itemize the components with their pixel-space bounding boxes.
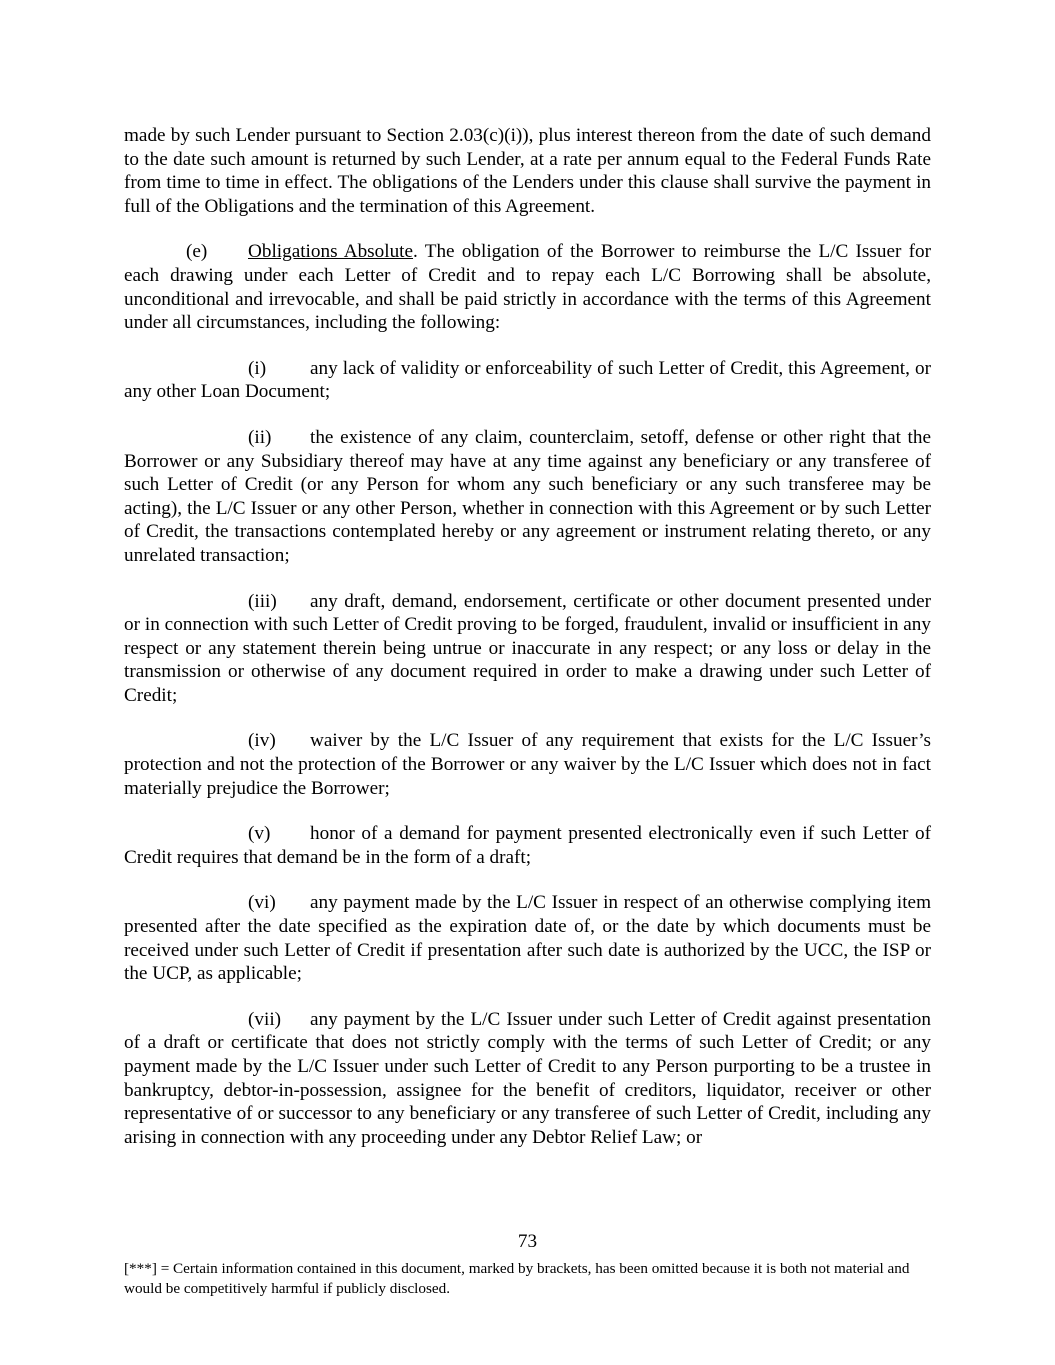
item-label: (i) <box>248 357 267 379</box>
section-e-paragraph <box>124 240 931 334</box>
list-item-ii <box>124 426 931 568</box>
list-item-i <box>124 357 931 404</box>
confidentiality-footnote: [***] = Certain information contained in this document, marked by brackets, has been omitted because it is both not material and would be competitively harmful if publicly disclosed. <box>124 1260 910 1297</box>
list-item-iii <box>124 590 931 708</box>
item-text: any draft, demand, endorsement, certificate or other document presented under or in connection with such Letter of Credit proving to be forged, fraudulent, invalid or insufficient in any respect or any statement therein being untrue or inaccurate in any respect; or any loss or delay in the transmission or otherwise of any document required in order to make a drawing under such Letter of Credit; <box>124 590 931 706</box>
item-text: any lack of validity or enforceability of such Letter of Credit, this Agreement, or any other Loan Document; <box>124 357 931 403</box>
item-label: (vii) <box>248 1008 282 1030</box>
item-text: any payment by the L/C Issuer under such Letter of Credit against presentation of a draft or certificate that does not strictly comply with the terms of such Letter of Credit; or any payment made by the L/C Issuer under such Letter of Credit to any Person purporting to be a trustee in bankruptcy, debtor-in-possession, assignee for the benefit of creditors, liquidator, receiver or other representative of or successor to any beneficiary or any transferee of such Letter of Credit, including any arising in connection with any proceeding under any Debtor Relief Law; or <box>124 1008 931 1148</box>
item-text: the existence of any claim, counterclaim, setoff, defense or other right that the Borrower or any Subsidiary thereof may have at any time against any beneficiary or any transferee of such Letter of Credit (or any Person for whom any such beneficiary or any such transferee may be acting), the L/C Issuer or any other Person, whether in connection with this Agreement or by such Letter of Credit, the transactions contemplated hereby or any agreement or instrument relating thereto, or any unrelated transaction; <box>124 426 931 566</box>
item-text: honor of a demand for payment presented electronically even if such Letter of Credit requires that demand be in the form of a draft; <box>124 823 931 868</box>
document-body <box>124 124 931 1171</box>
list-item-vi <box>124 891 931 985</box>
list-item-v <box>124 822 931 869</box>
page-number: 73 <box>517 1231 538 1252</box>
item-label: (ii) <box>248 426 272 448</box>
item-label: (vi) <box>248 892 276 914</box>
item-label: (iii) <box>248 590 277 612</box>
section-e-label: (e) <box>186 241 208 263</box>
item-label: (v) <box>248 823 271 845</box>
list-item-iv <box>124 729 931 800</box>
section-e-text: . The obligation of the Borrower to reimburse the L/C Issuer for each drawing under each Letter of Credit and to repay each L/C Borrowing shall be absolute, unconditional and irrevocable, and shall be paid strictly in accordance with the terms of this Agreement under all circumstances, including the following: <box>124 241 931 334</box>
section-e-heading: Obligations Absolute <box>248 241 414 263</box>
continuation-paragraph: made by such Lender pursuant to Section 2.03(c)(i)), plus interest thereon from the date of such demand to the date such amount is returned by such Lender, at a rate per annum equal to the Federal Funds Rate from time to time in effect. The obligations of the Lenders under this clause shall survive the payment in full of the Obligations and the termination of this Agreement. <box>124 125 931 217</box>
item-label: (iv) <box>248 730 276 752</box>
list-item-vii <box>124 1008 931 1150</box>
item-text: waiver by the L/C Issuer of any requirement that exists for the L/C Issuer’s protection and not the protection of the Borrower or any waiver by the L/C Issuer which does not in fact materially prejudice the Borrower; <box>124 730 931 799</box>
item-text: any payment made by the L/C Issuer in respect of an otherwise complying item presented after the date specified as the expiration date of, or the date by which documents must be received under such Letter of Credit if presentation after such date is authorized by the UCC, the ISP or the UCP, as applicable; <box>124 892 931 985</box>
